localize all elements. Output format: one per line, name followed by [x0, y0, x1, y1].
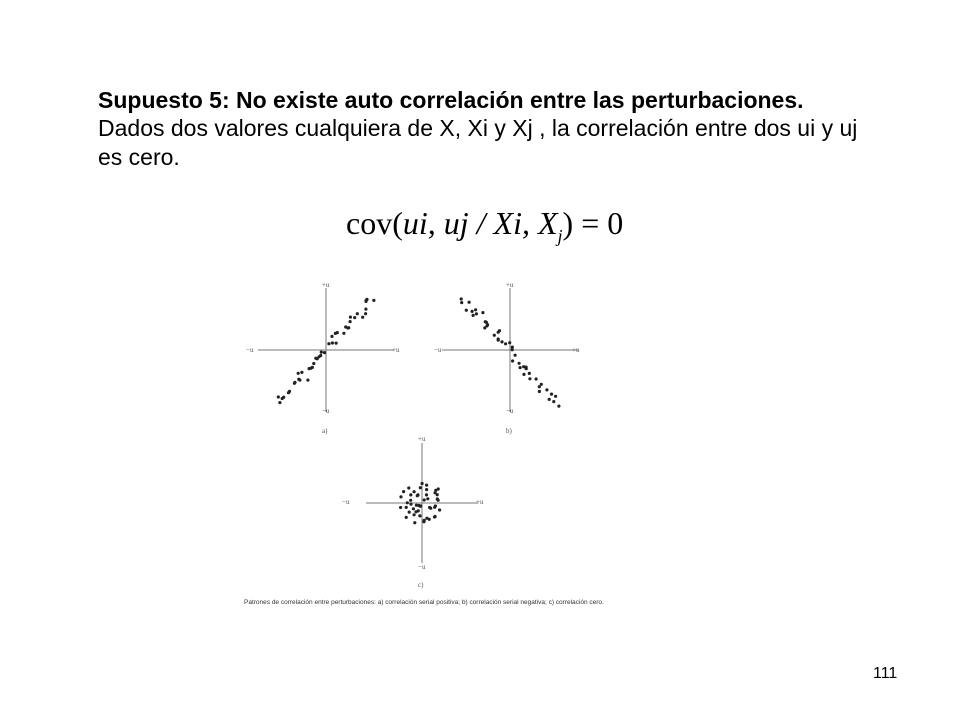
slide-body-text: Dados dos valores cualquiera de X, Xi y Xj , la correlación entre dos ui y uj es cero. [98, 115, 858, 170]
panel-c-data-point [406, 501, 409, 504]
panel-b-data-point [493, 334, 496, 337]
panel-a-data-point [316, 357, 319, 360]
panel-c-data-point [436, 497, 439, 500]
panel-c-data-point [433, 515, 436, 518]
panel-b-data-point [471, 310, 474, 313]
panel-c-data-point [423, 519, 426, 522]
panel-b-data-point [514, 354, 517, 357]
panel-b-data-point [522, 373, 525, 376]
figure-caption: Patrones de correlación entre perturbaciones: a) correlación serial positiva; b) correlación serial negativa; c) correlación cero. [244, 599, 604, 606]
panel-a-data-point [331, 341, 334, 344]
panel-b-data-point [511, 359, 514, 362]
panel-c-data-point [409, 493, 412, 496]
panel-c-data-point [438, 508, 441, 511]
panel-a-data-point [356, 312, 359, 315]
panel-a-data-point [349, 316, 352, 319]
panel-c-data-point [402, 490, 405, 493]
panel-c-data-point [434, 504, 437, 507]
panel-a-y-top-label: +u [322, 281, 330, 289]
page-number: 111 [873, 665, 898, 682]
panel-c-label: c) [418, 581, 424, 589]
panel-b-data-point [497, 339, 500, 342]
panel-b-data-point [474, 308, 477, 311]
panel-a-data-point [365, 298, 368, 301]
panel-c-data-point [399, 506, 402, 509]
panel-c-data-point [429, 507, 432, 510]
panel-b-data-point [508, 341, 511, 344]
panel-a-data-point [372, 299, 375, 302]
panel-b-data-point [518, 362, 521, 365]
panel-b-data-point [535, 377, 538, 380]
text-block [98, 86, 878, 172]
panel-a-data-point [353, 316, 356, 319]
panel-a-data-point [364, 312, 367, 315]
slide-title: Supuesto 5: No existe auto correlación entre las perturbaciones. [98, 87, 804, 113]
panel-c-data-point [417, 504, 420, 507]
panel-b-data-point [460, 301, 463, 304]
panel-c-data-point [419, 486, 422, 489]
panel-c-data-point [425, 488, 428, 491]
panel-b-label: b) [506, 427, 512, 435]
panel-c-data-point [407, 486, 410, 489]
panel-b-y-top-label: +u [506, 281, 514, 289]
panel-c-data-point [399, 495, 402, 498]
panel-a-label: a) [322, 427, 328, 435]
panel-c-y-top-label: +u [418, 435, 426, 443]
panel-a-data-point [323, 351, 326, 354]
panel-a-data-point [320, 351, 323, 354]
panel-a-data-point [319, 354, 322, 357]
covariance-formula [346, 203, 623, 256]
panel-c-data-point [413, 521, 416, 524]
panel-a-data-point [342, 332, 345, 335]
panel-b-data-point [486, 323, 489, 326]
panel-c-data-point [437, 487, 440, 490]
formula-lhs: cov( [346, 205, 403, 241]
panel-b-data-point [481, 311, 484, 314]
panel-a-x-right-label: +u [392, 346, 400, 354]
panel-c-data-point [426, 497, 429, 500]
panel-b-data-point [538, 390, 541, 393]
panel-b-data-point [552, 400, 555, 403]
panel-b-data-point [504, 342, 507, 345]
panel-b-data-point [465, 309, 468, 312]
panel-c-data-point [421, 482, 424, 485]
panel-a-data-point [349, 320, 352, 323]
panel-b-data-point [500, 340, 503, 343]
panel-b-x-left-label: −u [434, 346, 442, 354]
panel-b-data-point [483, 326, 486, 329]
panel-c-data-point [418, 514, 421, 517]
panel-a-data-point [364, 308, 367, 311]
panel-c-data-point [408, 511, 411, 514]
panel-b-x-right-label: +u [572, 346, 580, 354]
panel-c-x-left-label: −u [342, 498, 350, 506]
panel-a-data-point [281, 397, 284, 400]
panel-c-data-point [405, 506, 408, 509]
panel-c-y-bottom-label: −u [418, 563, 426, 571]
panel-a-data-point [297, 372, 300, 375]
formula-rhs: ) = 0 [562, 205, 624, 241]
panel-a-data-point [330, 335, 333, 338]
panel-c-data-point [425, 484, 428, 487]
panel-a-data-point [278, 401, 281, 404]
panel-b-data-point [557, 405, 560, 408]
panel-c-data-point [413, 490, 416, 493]
panel-a-data-point [298, 379, 301, 382]
panel-a-data-point [327, 342, 330, 345]
panel-b-data-point [468, 301, 471, 304]
panel-c-x-right-label: +u [476, 498, 484, 506]
panel-b-data-point [545, 388, 548, 391]
correlation-patterns-figure [178, 255, 648, 625]
panel-a-data-point [309, 367, 312, 370]
panel-a-data-point [334, 332, 337, 335]
panel-b-data-point [550, 393, 553, 396]
panel-a-x-left-label: −u [246, 346, 254, 354]
formula-subscript: j [557, 226, 563, 246]
panel-b-data-point [519, 366, 522, 369]
panel-b-data-point [475, 312, 478, 315]
panel-c-data-point [409, 499, 412, 502]
panel-c-data-point [423, 498, 426, 501]
panel-c-data-point [425, 493, 428, 496]
panel-b-y-bottom-label: −u [506, 407, 514, 415]
panel-a-data-point [361, 316, 364, 319]
panel-c-data-point [409, 503, 412, 506]
panel-b-data-point [554, 395, 557, 398]
panel-c-data-point [405, 516, 408, 519]
panel-a-data-point [293, 381, 296, 384]
panel-c-data-point [416, 493, 419, 496]
panel-b-data-point [522, 365, 525, 368]
panel-c-data-point [417, 509, 420, 512]
panel-b-data-point [472, 314, 475, 317]
panel-b-data-point [528, 377, 531, 380]
panel-b-data-point [540, 383, 543, 386]
panel-b-data-point [525, 367, 528, 370]
panel-a-data-point [346, 326, 349, 329]
formula-arguments: ui, uj / Xi, X [402, 205, 558, 241]
panel-a-y-bottom-label: −u [322, 407, 330, 415]
panel-b-data-point [497, 331, 500, 334]
panel-b-data-point [511, 348, 514, 351]
panel-b-data-point [528, 372, 531, 375]
panel-b-data-point [548, 398, 551, 401]
panel-a-data-point [300, 371, 303, 374]
panel-c-data-point [412, 507, 415, 510]
panel-b-data-point [460, 297, 463, 300]
panel-a-data-point [312, 362, 315, 365]
panel-a-data-point [287, 391, 290, 394]
panel-c-data-point [436, 493, 439, 496]
panel-a-data-point [306, 379, 309, 382]
panel-c-data-point [428, 518, 431, 521]
panel-a-data-point [277, 395, 280, 398]
scatter-diagrams [178, 255, 648, 625]
panel-a-data-point [335, 342, 338, 345]
panel-c-data-point [413, 513, 416, 516]
